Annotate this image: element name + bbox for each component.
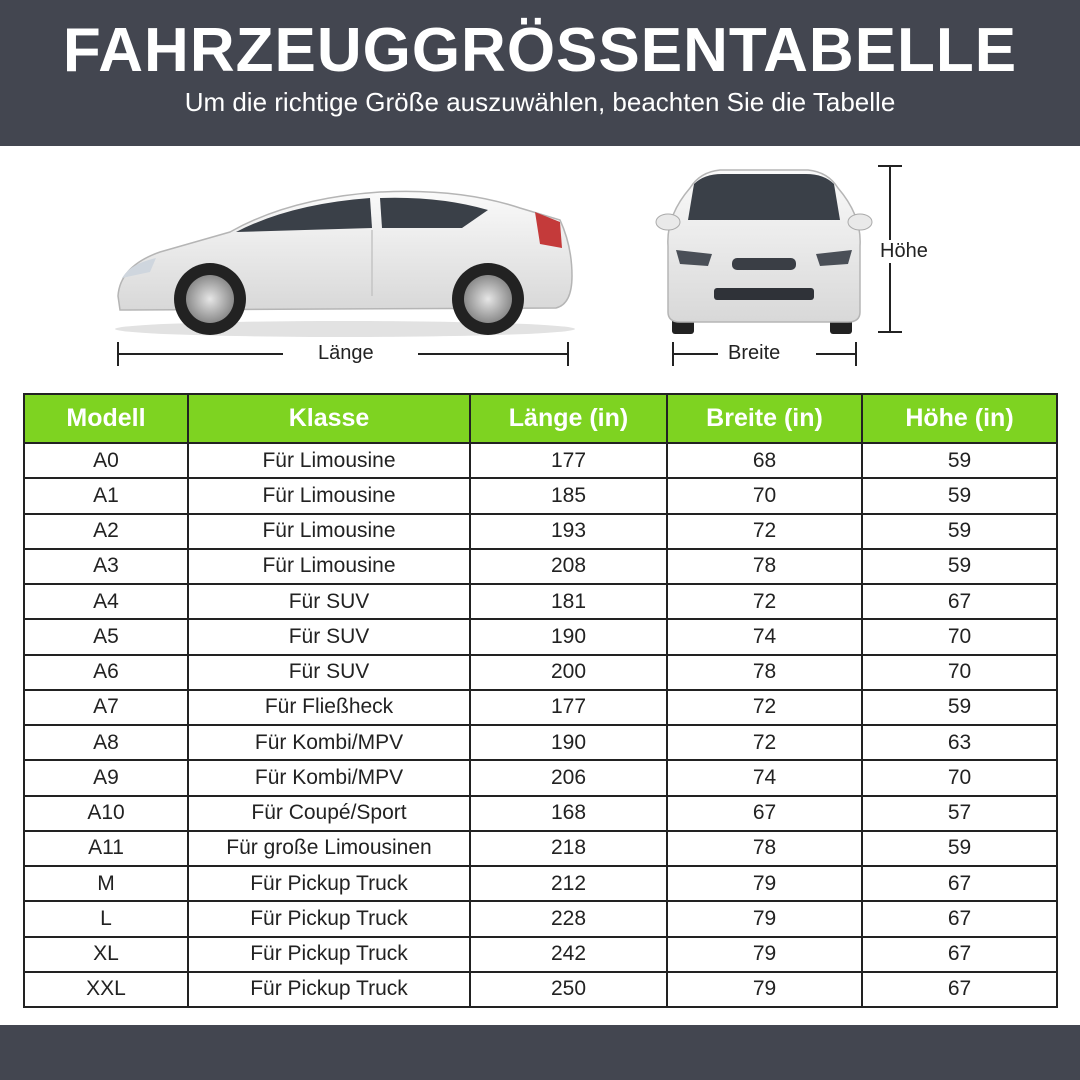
table-row	[24, 972, 1057, 1007]
cell-breite: 70	[667, 478, 862, 513]
width-label: Breite	[718, 342, 790, 365]
cell-laenge: 168	[470, 796, 667, 831]
cell-laenge: 206	[470, 760, 667, 795]
cell-modell: A8	[24, 725, 188, 760]
cell-hoehe: 59	[862, 514, 1057, 549]
cell-klasse: Für Pickup Truck	[188, 937, 470, 972]
cell-modell: L	[24, 901, 188, 936]
cell-hoehe: 63	[862, 725, 1057, 760]
header-banner	[0, 0, 1080, 146]
cell-klasse: Für Limousine	[188, 549, 470, 584]
cell-modell: A10	[24, 796, 188, 831]
table-row	[24, 619, 1057, 654]
cell-modell: A2	[24, 514, 188, 549]
cell-klasse: Für Kombi/MPV	[188, 725, 470, 760]
vehicle-size-table	[23, 393, 1058, 1008]
cell-breite: 79	[667, 937, 862, 972]
cell-laenge: 177	[470, 690, 667, 725]
cell-laenge: 208	[470, 549, 667, 584]
cell-hoehe: 59	[862, 831, 1057, 866]
column-header-modell: Modell	[24, 394, 188, 443]
cell-breite: 72	[667, 514, 862, 549]
cell-klasse: Für SUV	[188, 584, 470, 619]
car-front-view	[656, 170, 872, 334]
cell-modell: A3	[24, 549, 188, 584]
cell-breite: 78	[667, 549, 862, 584]
table-row	[24, 478, 1057, 513]
cell-klasse: Für Kombi/MPV	[188, 760, 470, 795]
cell-breite: 67	[667, 796, 862, 831]
table-row	[24, 901, 1057, 936]
table-row	[24, 760, 1057, 795]
cell-hoehe: 67	[862, 901, 1057, 936]
cell-hoehe: 70	[862, 619, 1057, 654]
cell-laenge: 190	[470, 619, 667, 654]
cell-laenge: 185	[470, 478, 667, 513]
cell-hoehe: 59	[862, 549, 1057, 584]
table-row	[24, 866, 1057, 901]
cell-hoehe: 67	[862, 866, 1057, 901]
table-row	[24, 831, 1057, 866]
column-header-hoehe: Höhe (in)	[862, 394, 1057, 443]
cell-hoehe: 59	[862, 443, 1057, 478]
cell-klasse: Für SUV	[188, 619, 470, 654]
car-drawing	[0, 146, 1080, 390]
cell-modell: A0	[24, 443, 188, 478]
column-header-breite: Breite (in)	[667, 394, 862, 443]
cell-breite: 79	[667, 972, 862, 1007]
car-illustration	[0, 146, 1080, 390]
cell-modell: A7	[24, 690, 188, 725]
cell-hoehe: 70	[862, 655, 1057, 690]
cell-breite: 78	[667, 655, 862, 690]
table-header-row	[24, 394, 1057, 443]
table-body	[24, 443, 1057, 1007]
table-row	[24, 584, 1057, 619]
column-header-klasse: Klasse	[188, 394, 470, 443]
table-row	[24, 937, 1057, 972]
table-row	[24, 690, 1057, 725]
footer-bar	[0, 1025, 1080, 1080]
table-row	[24, 514, 1057, 549]
cell-breite: 72	[667, 690, 862, 725]
cell-breite: 74	[667, 760, 862, 795]
cell-laenge: 193	[470, 514, 667, 549]
cell-laenge: 228	[470, 901, 667, 936]
table-row	[24, 725, 1057, 760]
cell-hoehe: 67	[862, 937, 1057, 972]
cell-klasse: Für Pickup Truck	[188, 901, 470, 936]
cell-modell: A1	[24, 478, 188, 513]
length-label: Länge	[308, 342, 384, 365]
cell-klasse: Für Pickup Truck	[188, 866, 470, 901]
cell-laenge: 212	[470, 866, 667, 901]
cell-klasse: Für Pickup Truck	[188, 972, 470, 1007]
cell-modell: A4	[24, 584, 188, 619]
cell-modell: XXL	[24, 972, 188, 1007]
cell-modell: A5	[24, 619, 188, 654]
cell-laenge: 218	[470, 831, 667, 866]
page-title: FAHRZEUGGRÖSSENTABELLE	[62, 16, 1018, 85]
cell-hoehe: 70	[862, 760, 1057, 795]
cell-hoehe: 59	[862, 478, 1057, 513]
cell-breite: 79	[667, 866, 862, 901]
cell-klasse: Für SUV	[188, 655, 470, 690]
cell-hoehe: 67	[862, 972, 1057, 1007]
table-row	[24, 549, 1057, 584]
cell-laenge: 190	[470, 725, 667, 760]
cell-laenge: 177	[470, 443, 667, 478]
cell-laenge: 181	[470, 584, 667, 619]
cell-klasse: Für Fließheck	[188, 690, 470, 725]
cell-klasse: Für Coupé/Sport	[188, 796, 470, 831]
page-subtitle: Um die richtige Größe auszuwählen, beachten Sie die Tabelle	[184, 87, 896, 117]
car-side-view	[115, 191, 575, 337]
table-row	[24, 443, 1057, 478]
cell-hoehe: 67	[862, 584, 1057, 619]
cell-hoehe: 59	[862, 690, 1057, 725]
cell-modell: XL	[24, 937, 188, 972]
cell-breite: 74	[667, 619, 862, 654]
table-row	[24, 796, 1057, 831]
cell-breite: 72	[667, 725, 862, 760]
cell-hoehe: 57	[862, 796, 1057, 831]
cell-laenge: 200	[470, 655, 667, 690]
cell-modell: M	[24, 866, 188, 901]
height-label: Höhe	[870, 240, 938, 263]
cell-breite: 72	[667, 584, 862, 619]
column-header-laenge: Länge (in)	[470, 394, 667, 443]
cell-breite: 68	[667, 443, 862, 478]
cell-klasse: Für Limousine	[188, 514, 470, 549]
cell-laenge: 250	[470, 972, 667, 1007]
cell-laenge: 242	[470, 937, 667, 972]
cell-klasse: Für große Limousinen	[188, 831, 470, 866]
cell-klasse: Für Limousine	[188, 443, 470, 478]
cell-modell: A9	[24, 760, 188, 795]
cell-modell: A6	[24, 655, 188, 690]
cell-klasse: Für Limousine	[188, 478, 470, 513]
cell-breite: 78	[667, 831, 862, 866]
table-row	[24, 655, 1057, 690]
cell-breite: 79	[667, 901, 862, 936]
cell-modell: A11	[24, 831, 188, 866]
